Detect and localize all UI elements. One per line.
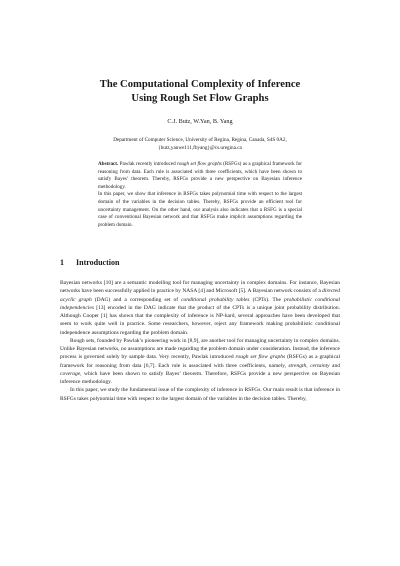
- body-text: (CPTs). The: [249, 296, 284, 303]
- affiliation: [70, 137, 330, 152]
- affiliation-line-1: Department of Computer Science, University of Regina, Regina, Canada, S4S 0A2,: [113, 137, 287, 143]
- abstract: [98, 161, 302, 229]
- section-number: 1: [60, 258, 64, 267]
- body-text: [13] encoded in the DAG indicate that the product of the CPTs is a unique joint probability distribution. Although Cooper [1] has shown that the complexity of inference is NP-hard, several approaches have been developed that seem to work quite well in practice. Some researchers, however, reject any framework making probabilistic conditional independence assumptions regarding the problem domain.: [60, 304, 340, 336]
- abstract-paragraph-1: [98, 161, 302, 191]
- body-emphasis: rough set flow graphs: [235, 354, 286, 361]
- abstract-emphasis: rough set flow graphs: [177, 161, 222, 167]
- intro-paragraph-1: [60, 279, 340, 337]
- title-line-2: Using Rough Set Flow Graphs: [131, 93, 269, 104]
- abstract-paragraph-2: In this paper, we show that inference in RSFGs takes polynomial time with respect to the largest domain of the variables in the decision tables. Thereby, RSFGs provide an efficient tool for uncertainty management. On the other hand, our analysis also indicates that a RSFG is a special case of conventional Bayesian network and that RSFGs make implicit assumptions regarding the problem domain.: [98, 191, 302, 228]
- section-title: Introduction: [76, 258, 120, 267]
- body-text: and: [329, 362, 340, 369]
- affiliation-line-2: {butz,yanwe111,fbyang}@cs.uregina.ca: [158, 144, 242, 151]
- intro-paragraph-3: In this paper, we study the fundamental issue of the complexity of inference in RSFGs. Our main result is that inference in RSFGs takes polynomial time with respect to the largest domain of the variables in the decision tables. Thereby,: [60, 387, 340, 402]
- body-text: (RSFGs) as a graphical framework for reasoning from data [6,7]. Each rule is associated with three coefficients, namely,: [60, 354, 340, 369]
- author-list: C.J. Butz, W.Yan, B. Yang: [167, 118, 233, 125]
- body-text: (DAG) and a corresponding set of: [91, 296, 182, 303]
- abstract-label: Abstract.: [98, 161, 119, 167]
- intro-paragraph-2: [60, 337, 340, 387]
- section-heading: [60, 258, 340, 267]
- body-emphasis: coverage: [60, 370, 81, 377]
- body-emphasis: certainty: [310, 362, 330, 369]
- title-line-1: The Computational Complexity of Inference: [99, 79, 301, 90]
- paper-title: [60, 78, 340, 106]
- body-text: , which have been shown to satisfy Bayes’ theorem. Therefore, RSFGs provide a new perspective on Bayesian inference methodology.: [60, 370, 340, 385]
- abstract-text: (RSFGs) as a graphical framework for reasoning from data. Each rule is associated with three coefficients, which have been shown to satisfy Bayes’ theorem. Thereby, RSFGs provide a new perspective on Bayesian inference methodology.: [98, 161, 303, 190]
- body-text: Rough sets, founded by Pawlak’s pioneering work in [8,9], are another tool for managing uncertainty in complex domains. Unlike Bayesian networks, no assumptions are made regarding the problem domain under consideration. Instead, the inference process is governed solely by sample data. Very recently, Pawlak introduced: [60, 337, 340, 361]
- body-emphasis: conditional probability tables: [181, 296, 250, 303]
- body-text: Bayesian networks [10] are a semantic modelling tool for managing uncertainty in complex domains. For instance, Bayesian networks have been successfully applied in practice by NASA [4] and Microsoft [5]. A Bayesian network consists of a: [60, 280, 340, 295]
- abstract-text: Pawlak recently introduced: [119, 161, 178, 167]
- introduction-body: [60, 279, 340, 403]
- body-emphasis: probabilistic conditional independencies: [60, 296, 340, 311]
- body-text: ,: [306, 362, 311, 369]
- body-emphasis: directed acyclic graph: [60, 288, 340, 303]
- body-emphasis: strength: [288, 362, 307, 369]
